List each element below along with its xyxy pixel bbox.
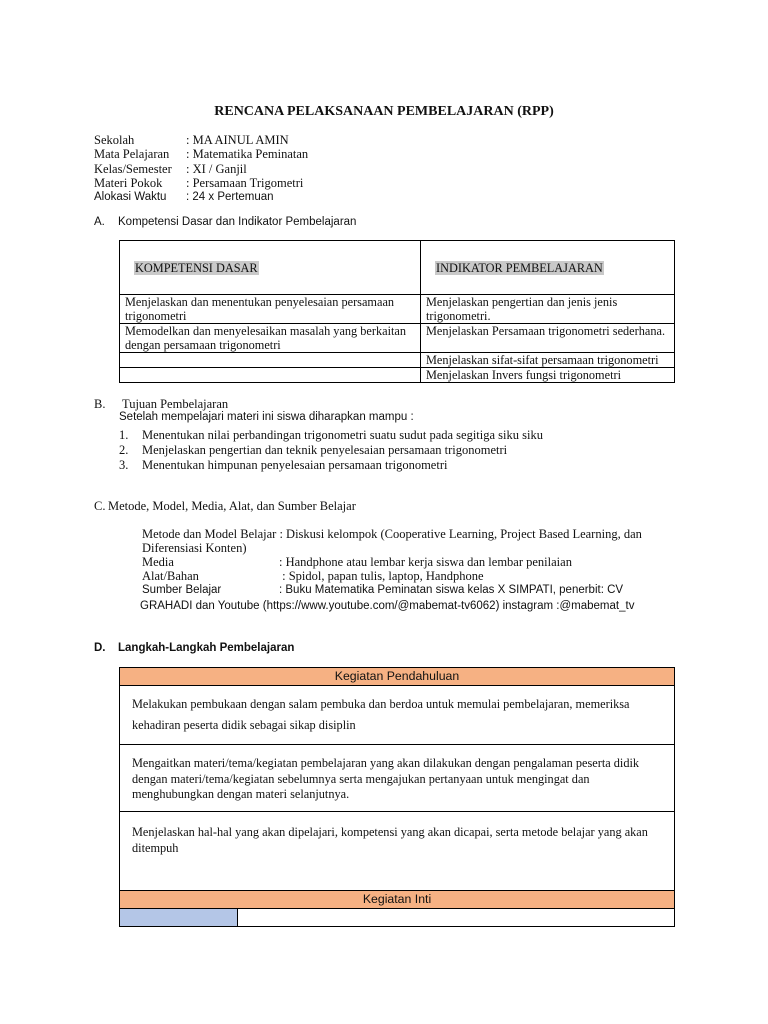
list-item (119, 458, 543, 473)
header-indikator: INDIKATOR PEMBELAJARAN (436, 260, 603, 275)
sumber-key: Sumber Belajar (142, 584, 222, 596)
alat-value: : Spidol, papan tulis, laptop, Handphone (279, 569, 484, 583)
step-cell: Menjelaskan hal-hal yang akan dipelajari, kompetensi yang akan dicapai, serta metode belajar yang akan ditempuh (120, 812, 674, 891)
section-title: Langkah-Langkah Pembelajaran (118, 642, 295, 654)
list-number: 3. (119, 458, 129, 472)
info-key: Mata Pelajaran (94, 147, 170, 162)
kompetensi-table (119, 240, 675, 383)
sumber-row (142, 583, 682, 597)
section-letter: A. (94, 216, 105, 228)
section-title: Tujuan Pembelajaran (122, 397, 229, 411)
info-block (94, 133, 308, 204)
table-cell: Menjelaskan Persamaan trigonometri sederhana. (421, 324, 675, 353)
info-key: Materi Pokok (94, 175, 163, 190)
table-header-cell (421, 241, 675, 295)
section-letter: D. (94, 642, 106, 654)
list-item (119, 428, 543, 443)
table-cell (120, 353, 421, 368)
info-value: : 24 x Pertemuan (186, 191, 274, 204)
table-cell (120, 368, 421, 383)
media-row (142, 555, 682, 569)
info-value: : Matematika Peminatan (186, 147, 309, 162)
table-header-row (120, 241, 675, 295)
info-row-sekolah (94, 133, 308, 147)
section-a-heading (94, 216, 356, 228)
info-row-alokasi (94, 190, 308, 204)
inti-cell-shaded (120, 909, 238, 926)
langkah-table (119, 667, 675, 927)
list-item (119, 443, 543, 458)
metode-line: Metode dan Model Belajar : Diskusi kelompok (Cooperative Learning, Project Based Learning, dan (142, 527, 642, 541)
table-row (120, 324, 675, 353)
step-cell: Melakukan pembukaan dengan salam pembuka dan berdoa untuk memulai pembelajaran, memeriksa kehadiran peserta didik sebagai sikap disiplin (120, 686, 674, 745)
table-cell: Memodelkan dan menyelesaikan masalah yang berkaitan dengan persamaan trigonometri (120, 324, 421, 353)
info-key: Alokasi Waktu (94, 191, 167, 204)
inti-header: Kegiatan Inti (120, 891, 674, 909)
section-c-heading (94, 499, 356, 514)
table-row (120, 368, 675, 383)
info-key: Kelas/Semester (94, 161, 172, 176)
document-title: RENCANA PELAKSANAAN PEMBELAJARAN (RPP) (214, 104, 554, 119)
alat-row (142, 569, 682, 583)
list-text: Menentukan nilai perbandingan trigonometri suatu sudut pada segitiga siku siku (142, 428, 543, 442)
info-value: : Persamaan Trigometri (186, 175, 304, 190)
info-row-kelas (94, 162, 308, 176)
info-row-mata-pelajaran (94, 147, 308, 161)
list-text: Menentukan himpunan penyelesaian persamaan trigonometri (142, 458, 448, 472)
section-title: Metode, Model, Media, Alat, dan Sumber Belajar (108, 499, 356, 513)
list-number: 2. (119, 443, 129, 457)
list-text: Menjelaskan pengertian dan teknik penyelesaian persamaan trigonometri (142, 443, 508, 457)
section-letter: B. (94, 397, 106, 411)
info-row-materi (94, 176, 308, 190)
sumber-value: : Buku Matematika Peminatan siswa kelas X SIMPATI, penerbit: CV (279, 584, 624, 596)
media-value: : Handphone atau lembar kerja siswa dan lembar penilaian (279, 555, 572, 569)
section-b-subtitle: Setelah mempelajari materi ini siswa diharapkan mampu : (119, 411, 414, 423)
step-cell: Mengaitkan materi/tema/kegiatan pembelajaran yang akan dilakukan dengan pengalaman peserta didik dengan materi/tema/kegiatan sebelumnya serta mengajukan pertanyaan untuk mengingat dan menghubungkan dengan materi selanjutnya. (120, 745, 674, 812)
list-number: 1. (119, 428, 129, 442)
metode-block (142, 527, 682, 613)
table-header-cell (120, 241, 421, 295)
tujuan-list (119, 428, 543, 473)
table-cell: Menjelaskan pengertian dan jenis jenis trigonometri. (421, 295, 675, 324)
media-key: Media (142, 555, 174, 569)
table-row (120, 353, 675, 368)
table-cell: Menjelaskan sifat-sifat persamaan trigonometri (421, 353, 675, 368)
sumber-line2: GRAHADI dan Youtube (https://www.youtube.com/@mabemat-tv6062) instagram :@mabemat_tv (140, 600, 635, 612)
metode-line: Diferensiasi Konten) (142, 541, 247, 555)
section-b-heading (94, 397, 228, 412)
info-key: Sekolah (94, 133, 135, 147)
section-letter: C. (94, 499, 106, 513)
section-d-heading (94, 642, 294, 654)
header-kompetensi: KOMPETENSI DASAR (135, 260, 258, 275)
alat-key: Alat/Bahan (142, 569, 199, 583)
info-value: : XI / Ganjil (186, 161, 247, 176)
info-value: : MA AINUL AMIN (186, 133, 289, 147)
table-row (120, 295, 675, 324)
inti-row (120, 909, 674, 926)
section-title: Kompetensi Dasar dan Indikator Pembelajaran (118, 216, 357, 228)
table-cell: Menjelaskan Invers fungsi trigonometri (421, 368, 675, 383)
pendahuluan-header: Kegiatan Pendahuluan (120, 668, 674, 686)
table-cell: Menjelaskan dan menentukan penyelesaian persamaan trigonometri (120, 295, 421, 324)
